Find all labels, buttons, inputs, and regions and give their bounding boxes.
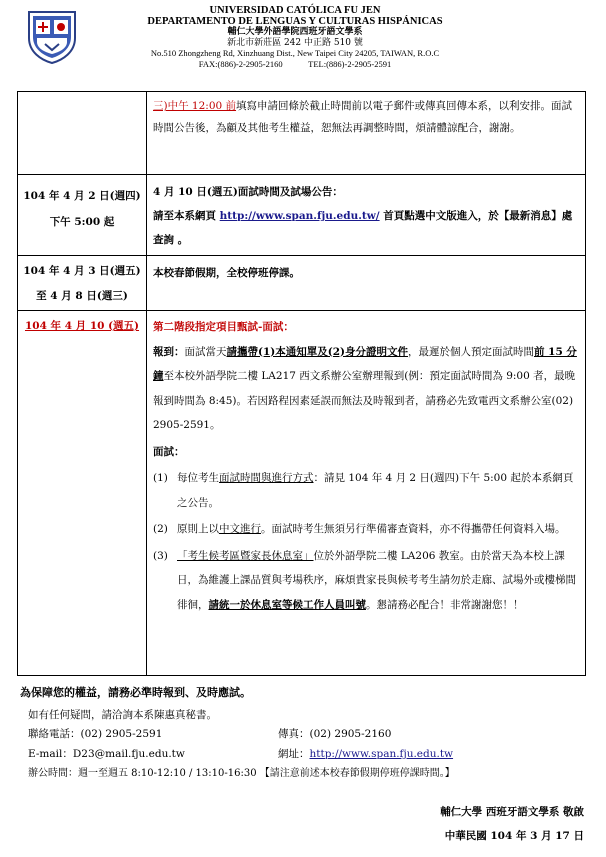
deadline-red: 三)中午 12:00 前 xyxy=(153,100,237,112)
report-deadline: 前 15 分鐘 xyxy=(153,345,577,382)
schedule-table xyxy=(17,91,586,676)
email-text[interactable]: E-mail：D23@mail.fju.edu.tw xyxy=(28,747,185,760)
fax-number: FAX:(886)-2-2905-2160 xyxy=(198,58,283,69)
phone-text: 聯絡電話：(02) 2905-2591 xyxy=(28,728,163,740)
signature-date: 中華民國 104 年 3 月 17 日 xyxy=(444,830,584,842)
date-line: 下午 5:00 起 xyxy=(49,216,115,228)
list-item xyxy=(153,544,579,618)
deadline-text: 填寫申請回條於截止時間前以電子郵件或傳真回傳本系，以利安排。面試時間公告後，為顧及其他考生權益，恕無法再調整時間，煩請體諒配合，謝謝。 xyxy=(153,100,573,134)
date-cell xyxy=(18,92,147,175)
announcement-text: 首頁點選中文版進入，於【最新消息】處查詢 。 xyxy=(153,210,573,246)
item-number: (2) xyxy=(153,523,168,535)
holiday-text: 本校春節假期，全校停班停課。 xyxy=(153,267,300,279)
date-cell xyxy=(18,311,147,676)
item-emphasis: 面試時間與進行方式 xyxy=(219,472,314,484)
item-emphasis: 請統一於休息室等候工作人員叫號 xyxy=(208,598,366,611)
interview-label: 面試： xyxy=(153,445,185,458)
department-name-zh: 輔仁大學外語學院西班牙語文學系 xyxy=(227,27,363,38)
item-number: (1) xyxy=(153,472,168,484)
email-web-row xyxy=(28,745,588,765)
date-cell xyxy=(18,175,147,256)
item-emphasis: 中文進行 xyxy=(219,523,261,535)
phone-fax-row xyxy=(28,725,588,745)
date-line: 104 年 4 月 3 日(週五) xyxy=(23,265,141,277)
report-text: 至本校外語學院二樓 LA217 西文系辦公室辦理報到(例：預定面試時間為 9:00 者，最晚報到時間為 8:45)。若因路程因素延誤而無法及時報到者，請務必先致電西文系辦公室(02) 2905-2591。 xyxy=(153,370,576,431)
website-link[interactable]: http://www.span.fju.edu.tw xyxy=(309,747,454,760)
content-cell xyxy=(147,175,586,256)
date-line: 至 4 月 8 日(週三) xyxy=(36,290,128,302)
table-row xyxy=(18,256,586,311)
list-item xyxy=(153,517,579,542)
announcement-title: 4 月 10 日(週五)面試時間及試場公告： xyxy=(153,186,343,198)
table-row xyxy=(18,92,586,175)
website-label: 網址： xyxy=(278,747,310,760)
table-row xyxy=(18,311,586,676)
report-section xyxy=(153,340,579,438)
content-cell xyxy=(147,311,586,676)
item-text: 原則上以 xyxy=(177,523,219,535)
interview-title: 第二階段指定項目甄試-面試： xyxy=(153,321,294,333)
list-item xyxy=(153,466,579,515)
item-emphasis: 「考生候考區暨家長休息室」 xyxy=(177,549,314,562)
date-cell xyxy=(18,256,147,311)
item-text: ：請見 104 年 4 月 2 日(週四)下午 5:00 起於本系網頁之公告。 xyxy=(177,472,574,509)
university-seal-logo xyxy=(25,8,79,64)
office-hours: 辦公時間：週一至週五 8:10-12:10 / 13:10-16:30 【請注意前述本校春節假期停班停課時間。】 xyxy=(28,768,455,779)
announcement-text: 請至本系網頁 xyxy=(153,210,220,222)
tel-number: TEL:(886)-2-2905-2591 xyxy=(308,58,392,69)
item-text: 每位考生 xyxy=(177,472,219,484)
contact-numbers xyxy=(110,59,480,70)
department-name: DEPARTAMENTO DE LENGUAS Y CULTURAS HISPÁNICAS xyxy=(147,15,443,27)
item-number: (3) xyxy=(153,549,168,562)
department-website-link[interactable]: http://www.span.fju.edu.tw/ xyxy=(219,210,380,222)
footer-info xyxy=(20,683,588,784)
report-text: 面試當天 xyxy=(184,345,227,358)
signature xyxy=(440,800,584,848)
item-text: 。懇請務必配合！非常謝謝您！！ xyxy=(366,598,524,611)
address-zh: 新北市新莊區 242 中正路 510 號 xyxy=(227,37,363,48)
signature-org: 輔仁大學 西班牙語文學系 敬啟 xyxy=(440,806,584,818)
notice-text: 為保障您的權益，請務必準時報到、及時應試。 xyxy=(20,686,251,699)
letterhead xyxy=(0,0,606,92)
university-name: UNIVERSIDAD CATÓLICA FU JEN xyxy=(209,5,381,16)
item-text: 。面試時考生無須另行準備審查資料，亦不得攜帶任何資料入場。 xyxy=(261,523,566,535)
fax-text: 傳真：(02) 2905-2160 xyxy=(278,728,392,740)
report-text: ，最遲於個人預定面試時間 xyxy=(407,345,534,358)
interview-date: 104 年 4 月 10 (週五) xyxy=(24,320,140,332)
contact-text: 如有任何疑問，請洽詢本系陳惠真秘書。 xyxy=(28,708,217,721)
report-label: 報到： xyxy=(153,345,185,358)
website-row xyxy=(278,745,453,765)
content-cell xyxy=(147,256,586,311)
item-text: 位於外語學院二樓 LA206 教室。由於當天為本校上課日，為維護上課品質與考場秩序，麻煩貴家長與候考考生請勿於走廊、試場外或樓梯間徘徊， xyxy=(177,549,576,611)
content-cell xyxy=(147,92,586,175)
date-line: 104 年 4 月 2 日(週四) xyxy=(23,190,141,202)
report-required-docs: 請攜帶(1)本通知單及(2)身分證明文件 xyxy=(226,345,408,358)
address-en: No.510 Zhongzheng Rd, Xinzhuang Dist., New Taipei City 24205, TAIWAN, R.O.C xyxy=(150,48,440,59)
table-row xyxy=(18,175,586,256)
